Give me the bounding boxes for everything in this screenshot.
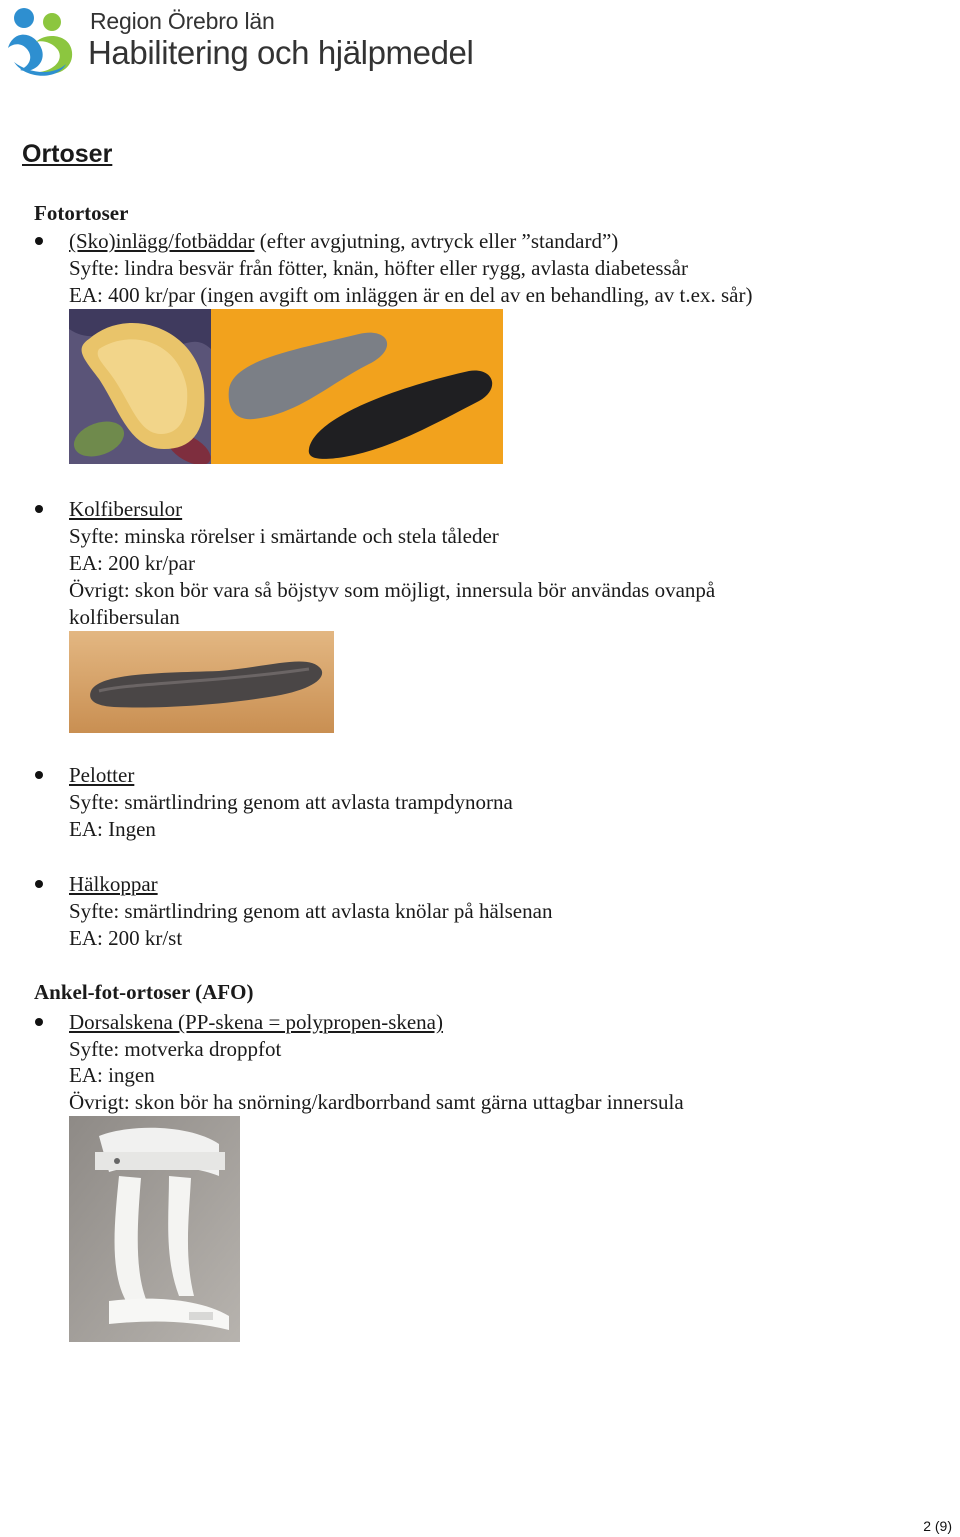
insoles-photo xyxy=(69,309,503,464)
item-link-insoles[interactable]: (Sko)inlägg/fotbäddar xyxy=(69,229,255,253)
item-cost: EA: ingen xyxy=(69,1063,155,1087)
bullet xyxy=(35,505,43,513)
item-purpose: Syfte: smärtlindring genom att avlasta knölar på hälsenan xyxy=(69,899,553,923)
org-name: Region Örebro län xyxy=(90,8,275,34)
bullet xyxy=(35,880,43,888)
item-purpose: Syfte: lindra besvär från fötter, knän, höfter eller rygg, avlasta diabetessår xyxy=(69,256,688,280)
page-number: 2 (9) xyxy=(923,1518,952,1534)
item-purpose: Syfte: smärtlindring genom att avlasta trampdynorna xyxy=(69,790,513,814)
carbon-fiber-sole-photo xyxy=(69,631,334,733)
item-link-halkoppar[interactable]: Hälkoppar xyxy=(69,872,158,896)
section-heading-afo: Ankel-fot-ortoser (AFO) xyxy=(34,980,254,1004)
item-note-continued: kolfibersulan xyxy=(69,605,180,629)
bullet xyxy=(35,771,43,779)
item-link-pelotter[interactable]: Pelotter xyxy=(69,763,135,787)
item-note: Övrigt: skon bör vara så böjstyv som möjligt, innersula bör användas ovanpå xyxy=(69,578,716,602)
afo-orthosis-photo xyxy=(69,1116,240,1342)
page-title: Ortoser xyxy=(22,140,113,168)
item-link-kolfibersulor[interactable]: Kolfibersulor xyxy=(69,497,183,521)
bullet xyxy=(35,1018,43,1026)
item-cost: EA: Ingen xyxy=(69,817,156,841)
bullet xyxy=(35,237,43,245)
item-note: Övrigt: skon bör ha snörning/kardborrband samt gärna uttagbar innersula xyxy=(69,1090,684,1114)
item-cost: EA: 400 kr/par (ingen avgift om inläggen är en del av en behandling, av t.ex. sår) xyxy=(69,283,753,307)
region-logo xyxy=(6,4,76,78)
item-purpose: Syfte: motverka droppfot xyxy=(69,1037,282,1061)
item-link-dorsalskena[interactable]: Dorsalskena (PP-skena = polypropen-skena) xyxy=(69,1010,444,1034)
item-purpose: Syfte: minska rörelser i smärtande och stela tåleder xyxy=(69,524,499,548)
item-cost: EA: 200 kr/par xyxy=(69,551,195,575)
item-cost: EA: 200 kr/st xyxy=(69,926,183,950)
section-heading-fotortoser: Fotortoser xyxy=(34,201,129,225)
org-unit: Habilitering och hjälpmedel xyxy=(88,34,474,71)
item-title-suffix: (efter avgjutning, avtryck eller ”standard”) xyxy=(254,229,619,253)
list-item-title[interactable] xyxy=(69,228,618,255)
